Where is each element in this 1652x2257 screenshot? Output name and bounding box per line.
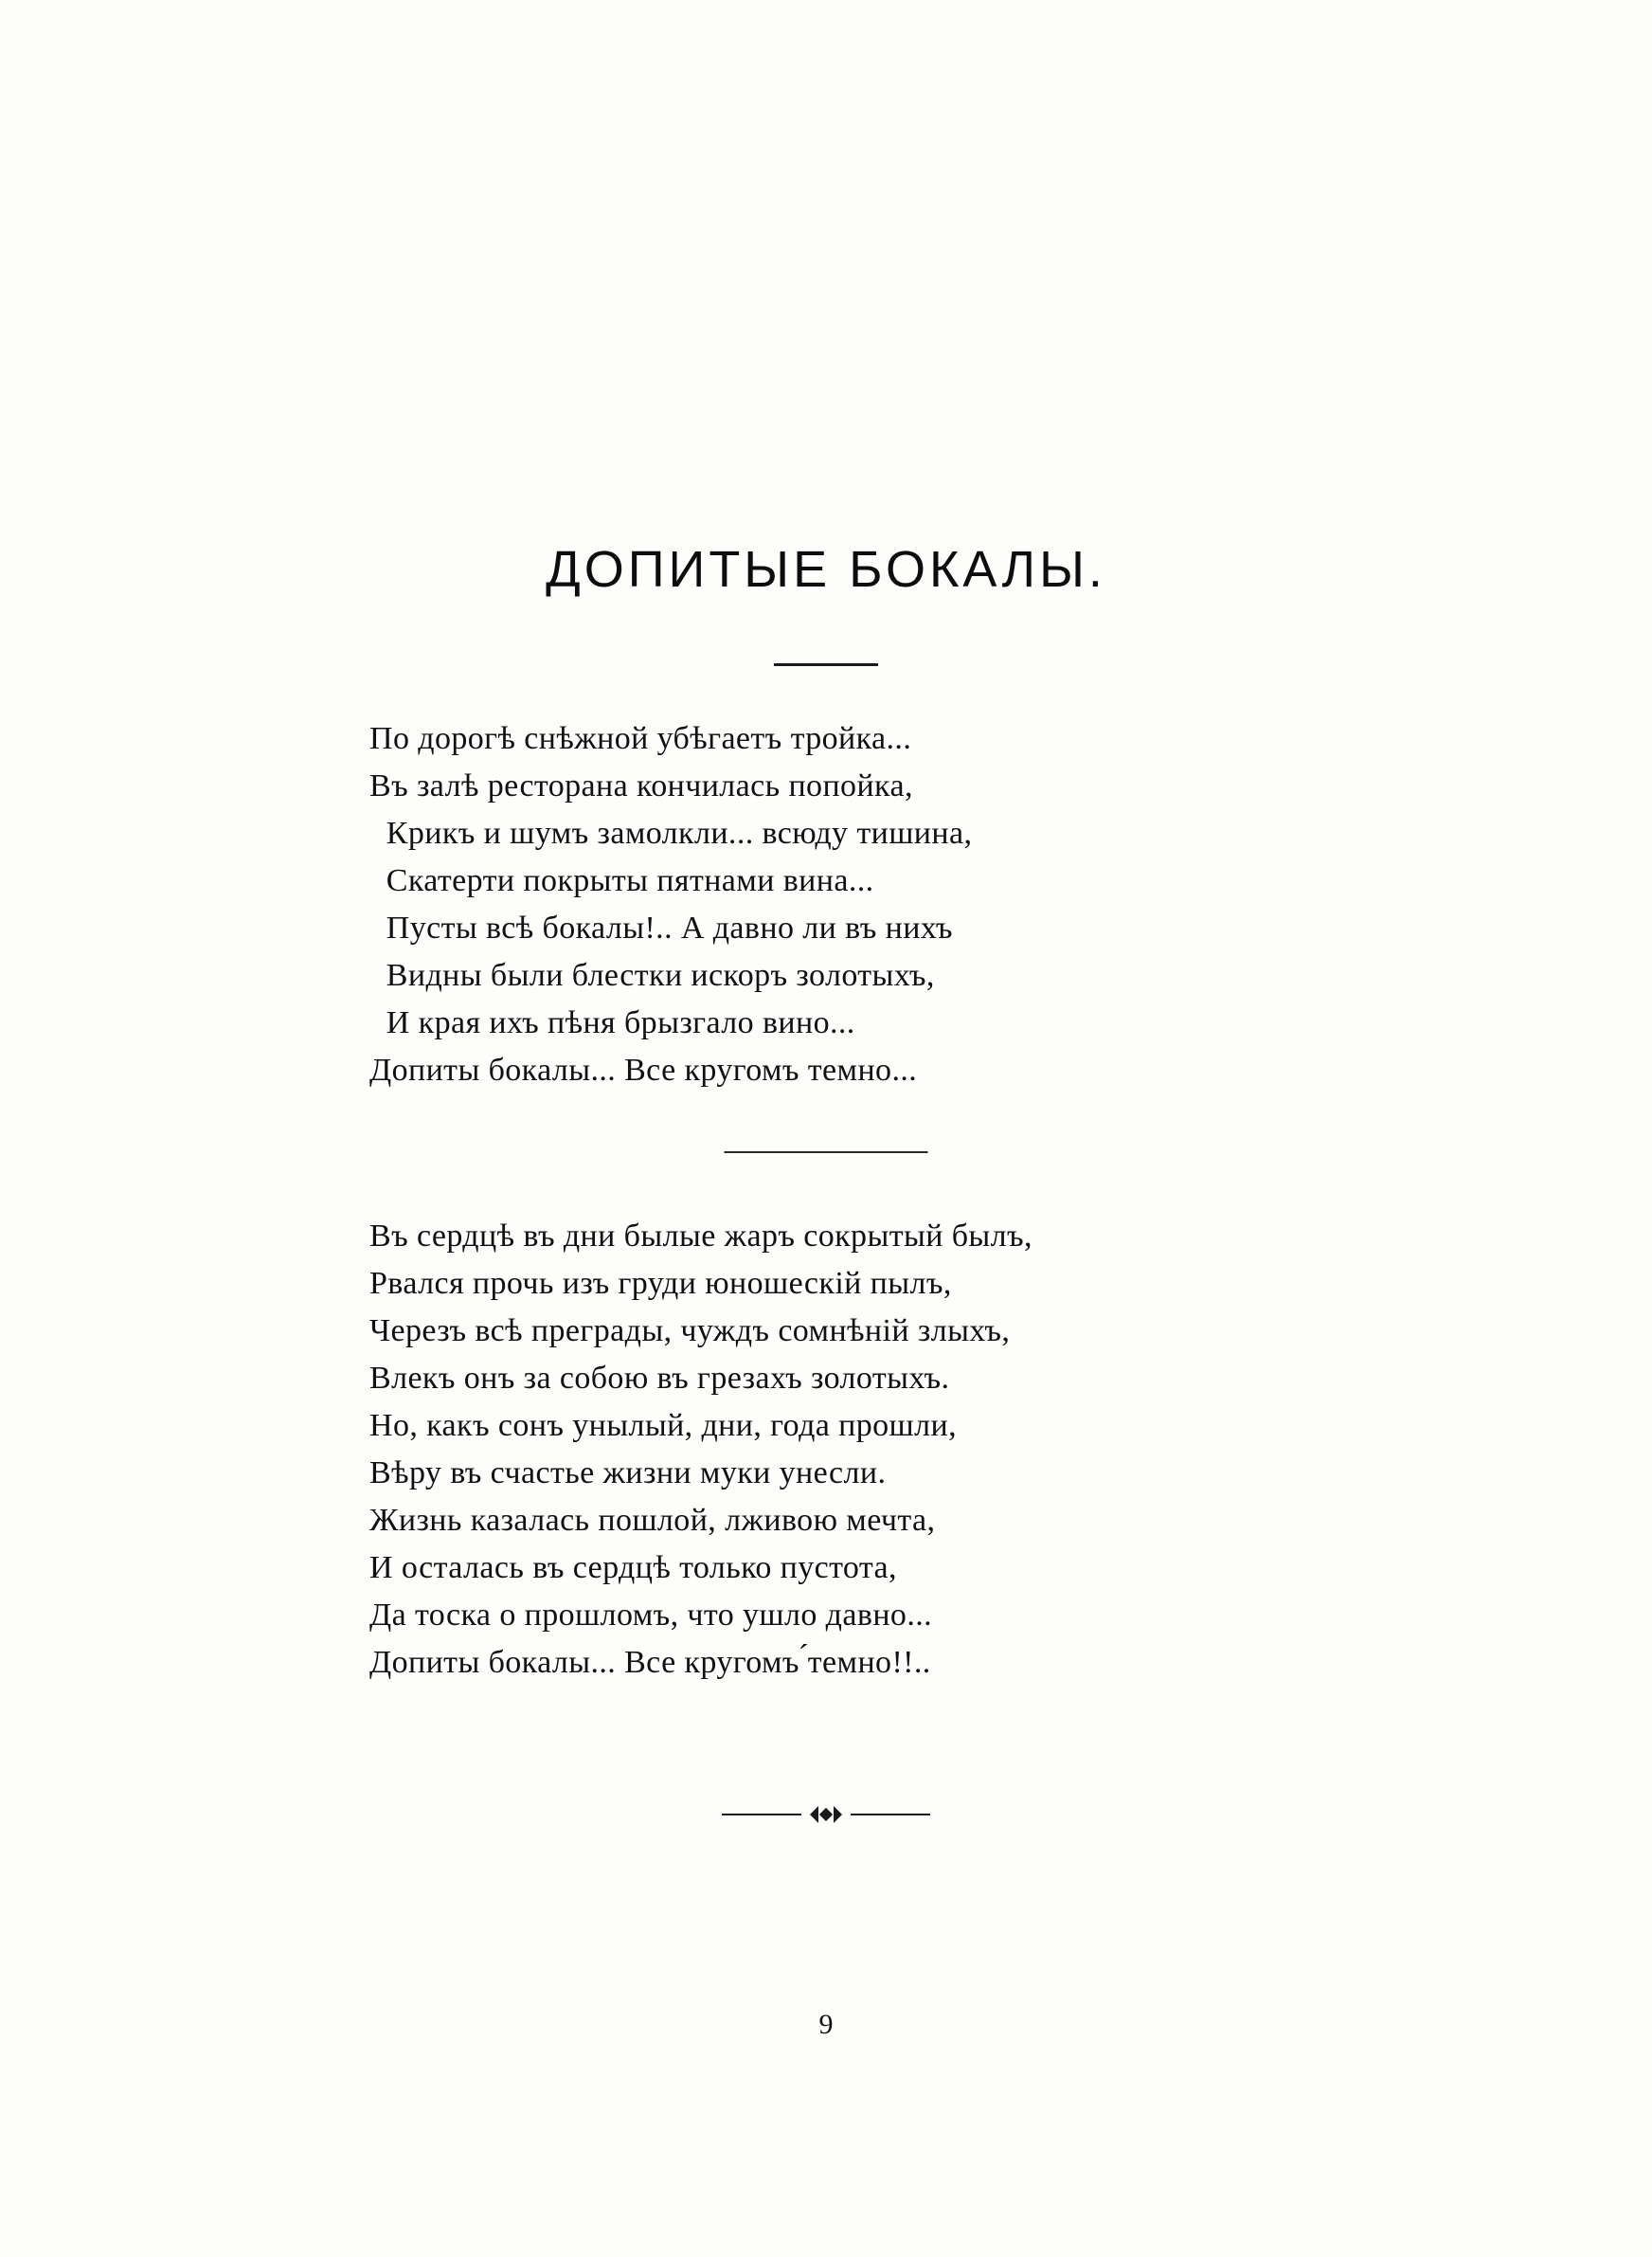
ornament-bar-left xyxy=(722,1814,801,1815)
stanza-second xyxy=(369,1213,1317,1687)
poem-line: Да тоска о прошломъ, что ушло давно... xyxy=(369,1598,933,1633)
poem-line: Рвался прочь изъ груди юношескій пылъ, xyxy=(369,1266,952,1301)
poem-line: И осталась въ сердцѣ только пустота, xyxy=(369,1550,897,1585)
poem-line: Въ сердцѣ въ дни былые жаръ сокрытый былъ, xyxy=(369,1219,1032,1254)
poem-line: Вѣру въ счастье жизни муки унесли. xyxy=(369,1455,887,1490)
page-title: ДОПИТЫЕ БОКАЛЫ. xyxy=(546,541,1106,598)
ornament-right-triangle-icon xyxy=(834,1806,851,1823)
ornament-bar-right xyxy=(851,1814,930,1815)
poem-line: И края ихъ пѣня брызгало вино... xyxy=(369,1005,855,1040)
poem-line: Пусты всѣ бокалы!.. А давно ли въ нихъ xyxy=(369,911,953,946)
poem-line: Скатерти покрыты пятнами вина... xyxy=(369,863,874,898)
title-divider-rule xyxy=(774,663,878,666)
poem-line: Допиты бокалы... Все кругомъ темно... xyxy=(369,1053,918,1088)
stanza-divider-rule xyxy=(725,1151,928,1153)
poem-line: Но, какъ сонъ унылый, дни, года прошли, xyxy=(369,1408,957,1443)
ornament-left-triangle-icon xyxy=(801,1806,818,1823)
poem-line: Допиты бокалы... Все кругомъ ́темно!!.. xyxy=(369,1645,931,1680)
poem-line: По дорогѣ снѣжной убѣгаетъ тройка... xyxy=(369,721,912,756)
poem-line: Крикъ и шумъ замолкли... всюду тишина, xyxy=(369,816,973,851)
page-number: 9 xyxy=(818,2009,834,2040)
poem-line: Видны были блестки искоръ золотыхъ, xyxy=(369,958,935,993)
poem-line: Черезъ всѣ преграды, чуждъ сомнѣній злыхъ, xyxy=(369,1313,1011,1348)
poem-line: Жизнь казалась пошлой, лживою мечта, xyxy=(369,1503,936,1538)
stanza-first xyxy=(369,715,1317,1094)
diamond-ornament-icon xyxy=(722,1805,930,1824)
poem-line: Влекъ онъ за собою въ грезахъ золотыхъ. xyxy=(369,1361,950,1396)
ornament-center-diamond-icon xyxy=(819,1808,833,1821)
poem-line: Въ залѣ ресторана кончилась попойка, xyxy=(369,768,913,803)
